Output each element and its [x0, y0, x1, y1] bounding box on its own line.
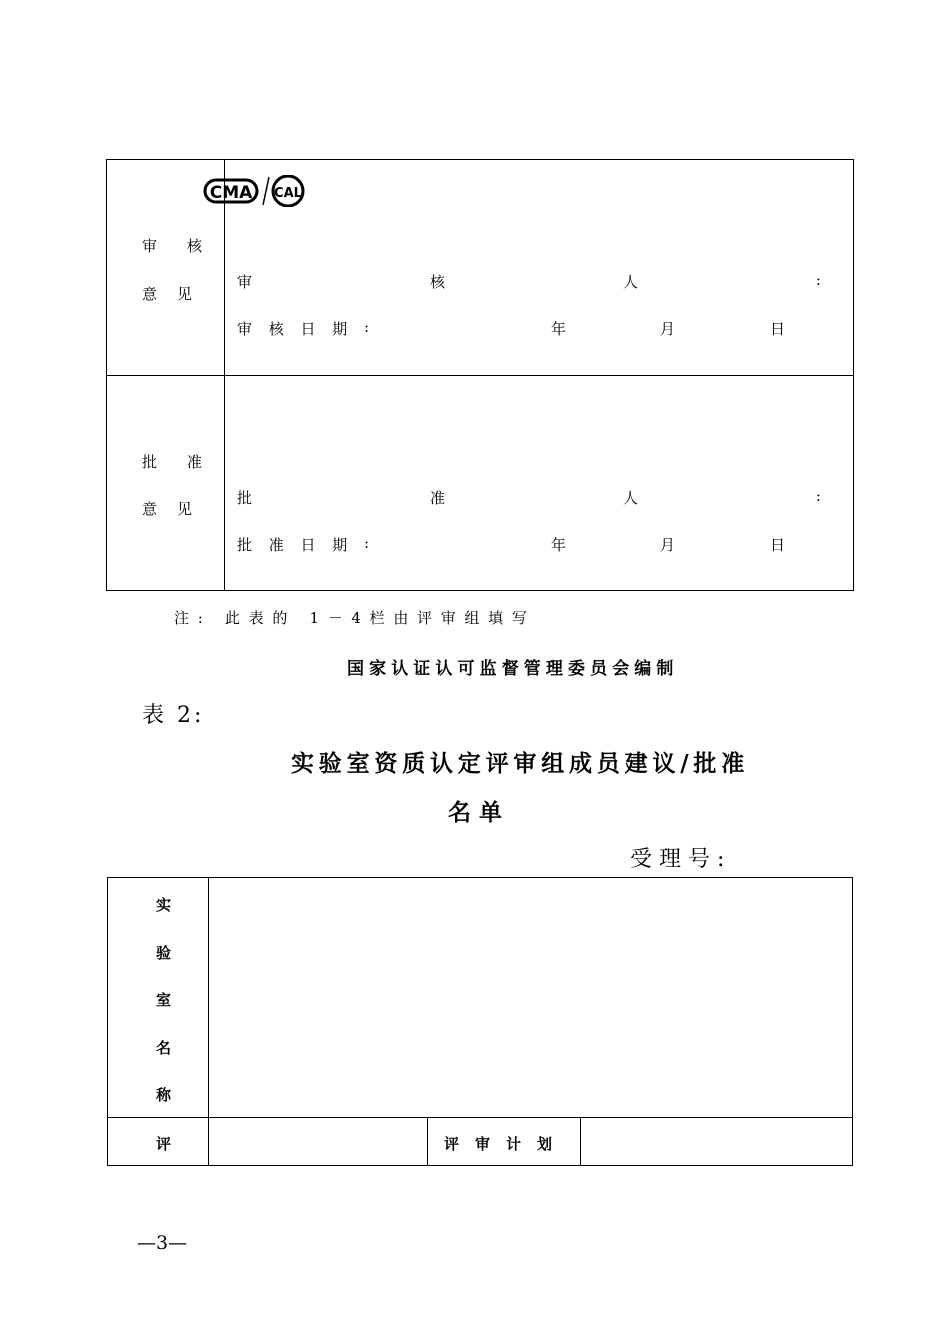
- page-number: —3—: [137, 1232, 188, 1254]
- table2-row-divider: [107, 1117, 853, 1118]
- approval-label-line1: 批 准: [142, 453, 202, 471]
- table2-left-column-divider: [208, 877, 209, 1166]
- review-plan-label: 评 审 计 划: [444, 1135, 552, 1153]
- lab-name-char-3: 室: [156, 991, 172, 1009]
- approval-date-label: 批 准 日 期 :: [237, 534, 369, 554]
- lab-name-char-4: 名: [156, 1039, 172, 1057]
- lab-info-table: [107, 877, 853, 1166]
- approval-day: 日: [770, 536, 786, 554]
- document-title-line2: 名单: [448, 799, 510, 826]
- review-year: 年: [551, 320, 567, 338]
- review-date-label: 审 核 日 期 :: [237, 318, 369, 338]
- table2-middle-divider: [427, 1117, 428, 1166]
- review-label-line2: 意 见: [142, 285, 192, 303]
- approval-year: 年: [551, 536, 567, 554]
- review-month: 月: [660, 320, 676, 338]
- cma-cal-logo-icon: [203, 175, 309, 207]
- approval-label-line2: 意 见: [142, 500, 192, 518]
- row2-col1-label: 评: [156, 1135, 172, 1153]
- acceptance-number-label: 受理号:: [630, 847, 732, 872]
- lab-name-char-5: 称: [156, 1086, 172, 1104]
- table1-row-divider: [106, 375, 854, 376]
- lab-name-char-1: 实: [156, 896, 172, 914]
- cma-cal-logo: [203, 175, 309, 211]
- compiler-line: 国家认证认可监督管理委员会编制: [347, 659, 679, 679]
- svg-text:CMA: CMA: [209, 183, 253, 203]
- table2-label: 表 2:: [142, 703, 205, 728]
- table-note: 注: 此表的 1－4栏由评审组填写: [174, 609, 536, 627]
- reviewer-row: 审 核 人 :: [237, 271, 821, 291]
- document-title-line1: 实验室资质认定评审组成员建议/批准: [291, 750, 750, 777]
- table2-right-divider: [580, 1117, 581, 1166]
- svg-text:CAL: CAL: [274, 186, 302, 201]
- approval-month: 月: [660, 536, 676, 554]
- review-day: 日: [770, 320, 786, 338]
- review-label-line1: 审 核: [142, 237, 202, 255]
- lab-name-char-2: 验: [156, 944, 172, 962]
- approver-row: 批 准 人 :: [237, 487, 821, 507]
